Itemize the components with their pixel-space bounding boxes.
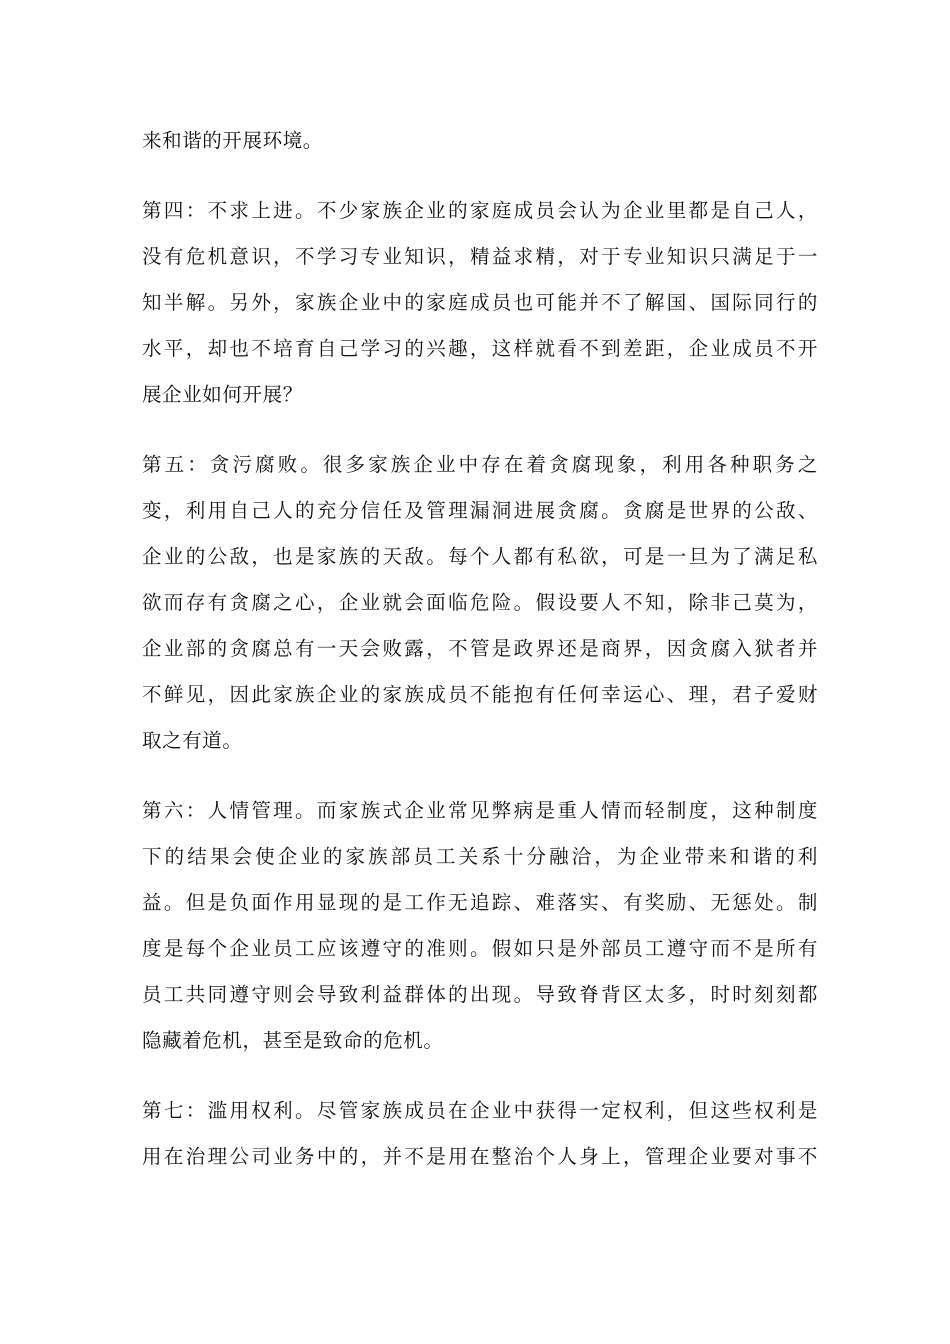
text-line: 员工共同遵守则会导致利益群体的出现。导致脊背区太多，时时刻刻都 bbox=[142, 983, 818, 1006]
paragraph-continued bbox=[142, 118, 818, 164]
text-line: 第五：贪污腐败。很多家族企业中存在着贪腐现象，利用各种职务之 bbox=[142, 453, 818, 476]
text-line: 企业的公敌，也是家族的天敌。每个人都有私欲，可是一旦为了满足私 bbox=[142, 545, 818, 568]
text-line: 不鲜见，因此家族企业的家族成员不能抱有任何幸运心、理，君子爱财 bbox=[142, 683, 818, 706]
document-body bbox=[142, 118, 818, 1204]
paragraph-fifth-point bbox=[142, 442, 818, 764]
text-line: 用在治理公司业务中的，并不是用在整治个人身上，管理企业要对事不 bbox=[142, 1145, 818, 1168]
text-line: 度是每个企业员工应该遵守的准则。假如只是外部员工遵守而不是所有 bbox=[142, 937, 818, 960]
text-line: 展企业如何开展？ bbox=[142, 383, 303, 406]
text-line: 欲而存有贪腐之心，企业就会面临危险。假设要人不知，除非己莫为， bbox=[142, 591, 818, 614]
text-line: 来和谐的开展环境。 bbox=[142, 129, 323, 152]
text-line: 水平，却也不培育自己学习的兴趣，这样就看不到差距，企业成员不开 bbox=[142, 337, 818, 360]
text-line: 取之有道。 bbox=[142, 729, 243, 752]
text-line: 没有危机意识，不学习专业知识，精益求精，对于专业知识只满足于一 bbox=[142, 245, 818, 268]
text-line: 第六：人情管理。而家族式企业常见弊病是重人情而轻制度，这种制度 bbox=[142, 799, 818, 822]
text-line: 下的结果会使企业的家族部员工关系十分融洽，为企业带来和谐的利 bbox=[142, 845, 818, 868]
paragraph-seventh-point bbox=[142, 1088, 818, 1180]
text-line: 隐藏着危机，甚至是致命的危机。 bbox=[142, 1029, 444, 1052]
text-line: 企业部的贪腐总有一天会败露，不管是政界还是商界，因贪腐入狱者并 bbox=[142, 637, 818, 660]
paragraph-fourth-point bbox=[142, 188, 818, 418]
text-line: 第四：不求上进。不少家族企业的家庭成员会认为企业里都是自己人， bbox=[142, 199, 818, 222]
text-line: 变，利用自己人的充分信任及管理漏洞进展贪腐。贪腐是世界的公敌、 bbox=[142, 499, 818, 522]
text-line: 益。但是负面作用显现的是工作无追踪、难落实、有奖励、无惩处。制 bbox=[142, 891, 818, 914]
text-line: 第七：滥用权利。尽管家族成员在企业中获得一定权利，但这些权利是 bbox=[142, 1099, 818, 1122]
paragraph-sixth-point bbox=[142, 788, 818, 1064]
text-line: 知半解。另外，家族企业中的家庭成员也可能并不了解国、国际同行的 bbox=[142, 291, 818, 314]
